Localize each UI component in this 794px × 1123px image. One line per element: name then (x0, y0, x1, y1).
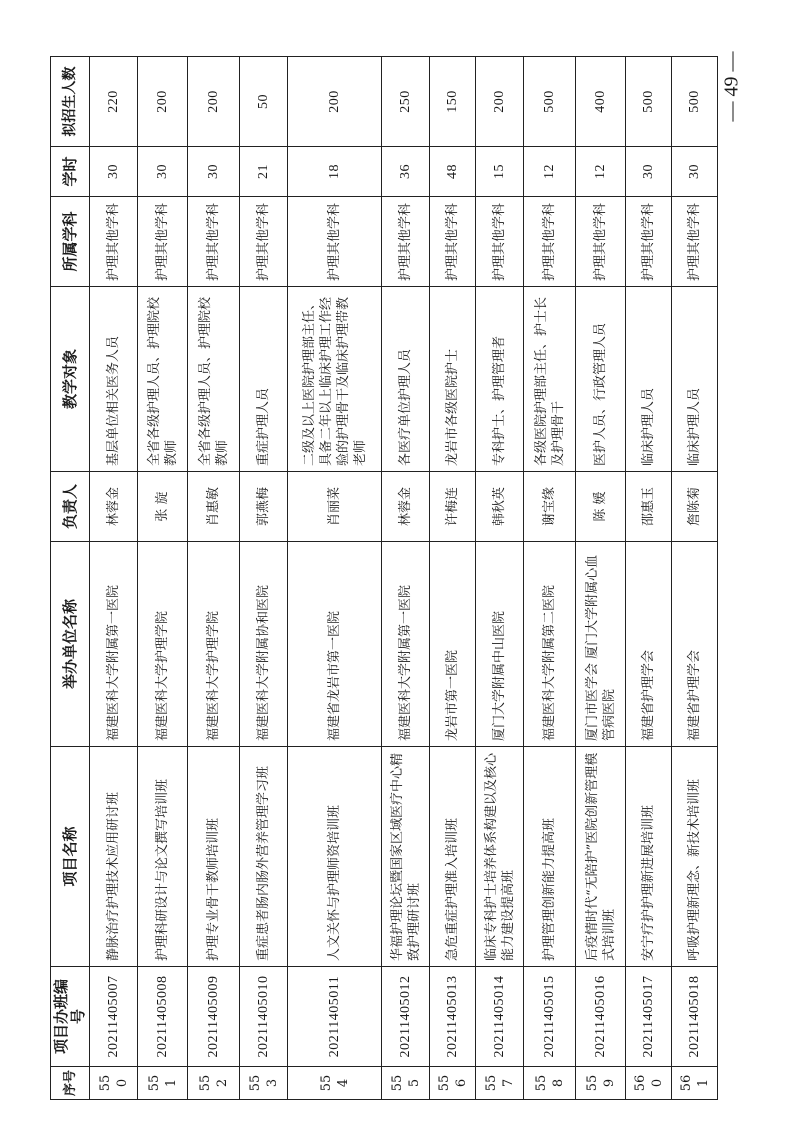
cell-leader: 肖惠敏 (188, 472, 240, 542)
cell-target: 各级医院护理部主任、护士长及护理骨干 (524, 287, 576, 472)
header-seq: 序号 (51, 1067, 90, 1100)
project-table (50, 56, 718, 1100)
cell-code: 20211405008 (138, 967, 188, 1067)
cell-target: 基层单位相关医务人员 (90, 287, 138, 472)
cell-leader: 林蓉金 (382, 472, 430, 542)
header-name: 项目名称 (51, 747, 90, 967)
cell-org: 龙岩市第一医院 (430, 542, 476, 747)
cell-org: 福建医科大学附属第一医院 (90, 542, 138, 747)
cell-seq: 558 (524, 1067, 576, 1100)
cell-enroll: 50 (240, 57, 288, 147)
cell-hours: 12 (524, 147, 576, 197)
cell-enroll: 200 (476, 57, 524, 147)
cell-enroll: 500 (524, 57, 576, 147)
cell-hours: 12 (576, 147, 626, 197)
cell-target: 全省各级护理人员、护理院校教师 (188, 287, 240, 472)
cell-code: 20211405007 (90, 967, 138, 1067)
cell-code: 20211405018 (672, 967, 718, 1067)
cell-leader: 韩秋英 (476, 472, 524, 542)
cell-enroll: 400 (576, 57, 626, 147)
cell-subject: 护理其他学科 (188, 197, 240, 287)
cell-enroll: 200 (288, 57, 382, 147)
cell-enroll: 500 (626, 57, 672, 147)
cell-hours: 30 (188, 147, 240, 197)
table-row (188, 57, 240, 1100)
cell-subject: 护理其他学科 (524, 197, 576, 287)
table-row (672, 57, 718, 1100)
cell-name: 人文关怀与护理师资培训班 (288, 747, 382, 967)
cell-subject: 护理其他学科 (240, 197, 288, 287)
cell-code: 20211405009 (188, 967, 240, 1067)
table-row (288, 57, 382, 1100)
cell-target: 重症护理人员 (240, 287, 288, 472)
cell-seq: 561 (672, 1067, 718, 1100)
cell-enroll: 150 (430, 57, 476, 147)
header-subject: 所属学科 (51, 197, 90, 287)
rotated-table-page (50, 57, 727, 1100)
header-hours: 学时 (51, 147, 90, 197)
cell-code: 20211405013 (430, 967, 476, 1067)
cell-subject: 护理其他学科 (626, 197, 672, 287)
cell-name: 临床专科护士培养体系构建以及核心能力建设提高班 (476, 747, 524, 967)
cell-org: 福建医科大学附属第一医院 (382, 542, 430, 747)
cell-hours: 18 (288, 147, 382, 197)
cell-target: 专科护士、护理管理者 (476, 287, 524, 472)
cell-org: 福建医科大学附属协和医院 (240, 542, 288, 747)
cell-code: 20211405010 (240, 967, 288, 1067)
header-org: 举办单位名称 (51, 542, 90, 747)
cell-org: 福建省护理学会 (672, 542, 718, 747)
cell-hours: 36 (382, 147, 430, 197)
cell-hours: 30 (138, 147, 188, 197)
cell-target: 临床护理人员 (626, 287, 672, 472)
table-row (382, 57, 430, 1100)
cell-org: 福建医科大学护理学院 (188, 542, 240, 747)
cell-hours: 30 (90, 147, 138, 197)
cell-target: 二级及以上医院护理部主任、具备二年以上临床护理工作经验的护理骨干及临床护理带教老师 (288, 287, 382, 472)
cell-code: 20211405011 (288, 967, 382, 1067)
cell-org: 福建医科大学附属第二医院 (524, 542, 576, 747)
cell-target: 医护人员、行政管理人员 (576, 287, 626, 472)
cell-code: 20211405014 (476, 967, 524, 1067)
table-header-row (51, 57, 90, 1100)
cell-name: 重症患者肠内肠外营养管理学习班 (240, 747, 288, 967)
cell-hours: 21 (240, 147, 288, 197)
cell-seq: 551 (138, 1067, 188, 1100)
cell-hours: 30 (672, 147, 718, 197)
table-row (524, 57, 576, 1100)
cell-subject: 护理其他学科 (430, 197, 476, 287)
cell-leader: 许梅连 (430, 472, 476, 542)
cell-subject: 护理其他学科 (576, 197, 626, 287)
cell-leader: 郭燕梅 (240, 472, 288, 542)
cell-subject: 护理其他学科 (382, 197, 430, 287)
cell-enroll: 200 (138, 57, 188, 147)
cell-hours: 30 (626, 147, 672, 197)
cell-org: 厦门大学附属中山医院 (476, 542, 524, 747)
cell-target: 各医疗单位护理人员 (382, 287, 430, 472)
cell-subject: 护理其他学科 (672, 197, 718, 287)
cell-code: 20211405012 (382, 967, 430, 1067)
cell-target: 全省各级护理人员、护理院校教师 (138, 287, 188, 472)
cell-code: 20211405016 (576, 967, 626, 1067)
cell-enroll: 500 (672, 57, 718, 147)
header-code: 项目办班编号 (51, 967, 90, 1067)
table-row (90, 57, 138, 1100)
table-row (240, 57, 288, 1100)
cell-code: 20211405015 (524, 967, 576, 1067)
table-row (576, 57, 626, 1100)
cell-leader: 邵惠玉 (626, 472, 672, 542)
cell-subject: 护理其他学科 (476, 197, 524, 287)
cell-enroll: 250 (382, 57, 430, 147)
header-target: 教学对象 (51, 287, 90, 472)
cell-org: 福建省护理学会 (626, 542, 672, 747)
cell-leader: 林蓉金 (90, 472, 138, 542)
cell-org: 福建医科大学护理学院 (138, 542, 188, 747)
cell-seq: 555 (382, 1067, 430, 1100)
cell-subject: 护理其他学科 (138, 197, 188, 287)
cell-seq: 557 (476, 1067, 524, 1100)
cell-leader: 詹陈菊 (672, 472, 718, 542)
cell-name: 护理科研设计与论文撰写培训班 (138, 747, 188, 967)
cell-leader: 谢宝缘 (524, 472, 576, 542)
cell-name: 后疫情时代“无陪护”医院创新管理模式培训班 (576, 747, 626, 967)
cell-name: 静脉治疗护理技术应用研讨班 (90, 747, 138, 967)
table-row (430, 57, 476, 1100)
cell-seq: 552 (188, 1067, 240, 1100)
cell-seq: 554 (288, 1067, 382, 1100)
cell-name: 护理管理创新能力提高班 (524, 747, 576, 967)
cell-name: 急危重症护理准入培训班 (430, 747, 476, 967)
cell-name: 华福护理论坛暨国家区域医疗中心精致护理研讨班 (382, 747, 430, 967)
cell-enroll: 200 (188, 57, 240, 147)
table-row (626, 57, 672, 1100)
cell-seq: 560 (626, 1067, 672, 1100)
cell-leader: 张 旋 (138, 472, 188, 542)
cell-hours: 48 (430, 147, 476, 197)
cell-code: 20211405017 (626, 967, 672, 1067)
cell-leader: 陈 媛 (576, 472, 626, 542)
cell-subject: 护理其他学科 (90, 197, 138, 287)
cell-seq: 550 (90, 1067, 138, 1100)
cell-name: 安宁疗护护理新进展培训班 (626, 747, 672, 967)
cell-seq: 559 (576, 1067, 626, 1100)
cell-hours: 15 (476, 147, 524, 197)
cell-org: 福建省龙岩市第一医院 (288, 542, 382, 747)
cell-target: 龙岩市各级医院护士 (430, 287, 476, 472)
cell-leader: 肖丽菜 (288, 472, 382, 542)
table-row (476, 57, 524, 1100)
header-leader: 负责人 (51, 472, 90, 542)
cell-seq: 556 (430, 1067, 476, 1100)
cell-seq: 553 (240, 1067, 288, 1100)
cell-subject: 护理其他学科 (288, 197, 382, 287)
cell-name: 呼吸护理新理念、新技术培训班 (672, 747, 718, 967)
page-number: — 49 — (720, 51, 743, 122)
header-enroll: 拟招生人数 (51, 57, 90, 147)
table-row (138, 57, 188, 1100)
cell-org: 厦门市医学会 厦门大学附属心血管病医院 (576, 542, 626, 747)
cell-name: 护理专业骨干教师培训班 (188, 747, 240, 967)
cell-enroll: 220 (90, 57, 138, 147)
cell-target: 临床护理人员 (672, 287, 718, 472)
